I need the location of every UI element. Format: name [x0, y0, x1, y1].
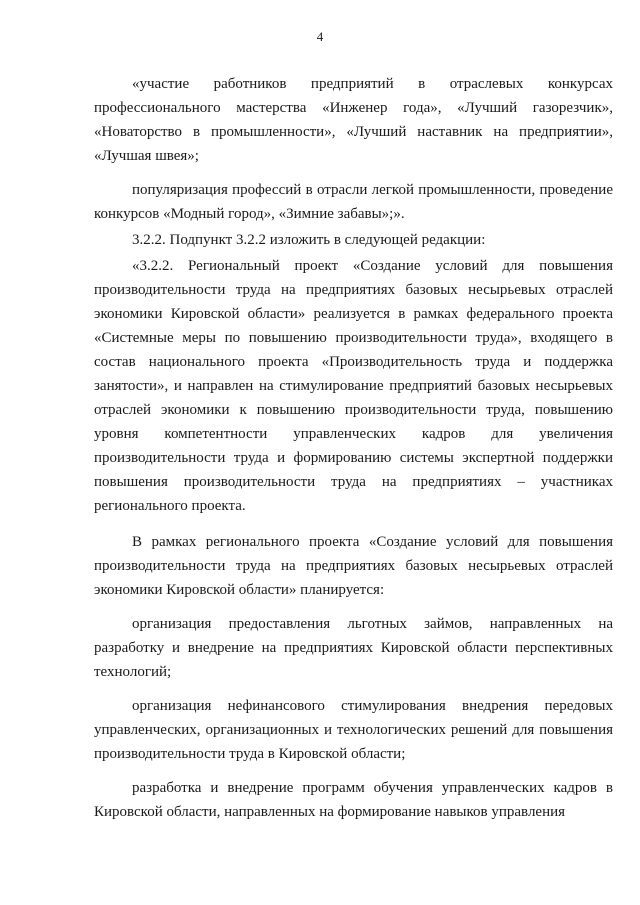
- paragraph-regional-project: «3.2.2. Региональный проект «Создание условий для повышения производительности труда на предприятиях базовых несырьевых отраслей экономики Кировской области» реализуется в рамках федерального проекта «Системные меры по повышению производительности труда», входящего в состав национального проекта «Производительность труда и поддержка занятости», и направлен на стимулирование предприятий базовых несырьевых отраслей экономики к повышению производительности труда, повышению уровня компетентности управленческих кадров для увеличения производительности труда и формированию системы экспертной поддержки повышения производительности труда на предприятиях – участниках регионального проекта.: [94, 258, 613, 514]
- document-body: [94, 72, 613, 824]
- paragraph-planned-activities: В рамках регионального проекта «Создание условий для повышения производительности труда на предприятиях базовых несырьевых отраслей экономики Кировской области» планируется:: [94, 534, 613, 598]
- paragraph-subclause-instruction: 3.2.2. Подпункт 3.2.2 изложить в следующей редакции:: [132, 232, 486, 248]
- paragraph-preferential-loans: организация предоставления льготных займов, направленных на разработку и внедрение на предприятиях Кировской области перспективных технологий;: [94, 616, 613, 680]
- paragraph-nonfinancial-incentives: организация нефинансового стимулирования внедрения передовых управленческих, организационных и технологических решений для повышения производительности труда в Кировской области;: [94, 698, 613, 762]
- paragraph-training-programs: разработка и внедрение программ обучения управленческих кадров в Кировской области, направленных на формирование навыков управления: [94, 780, 613, 820]
- page-number: 4: [316, 29, 324, 44]
- paragraph-popularization: популяризация профессий в отрасли легкой промышленности, проведение конкурсов «Модный город», «Зимние забавы»;».: [94, 182, 613, 222]
- paragraph-competitions: «участие работников предприятий в отраслевых конкурсах профессионального мастерства «Инженер года», «Лучший газорезчик», «Новаторство в промышленности», «Лучший наставник на предприятии», «Лучшая швея»;: [94, 76, 613, 164]
